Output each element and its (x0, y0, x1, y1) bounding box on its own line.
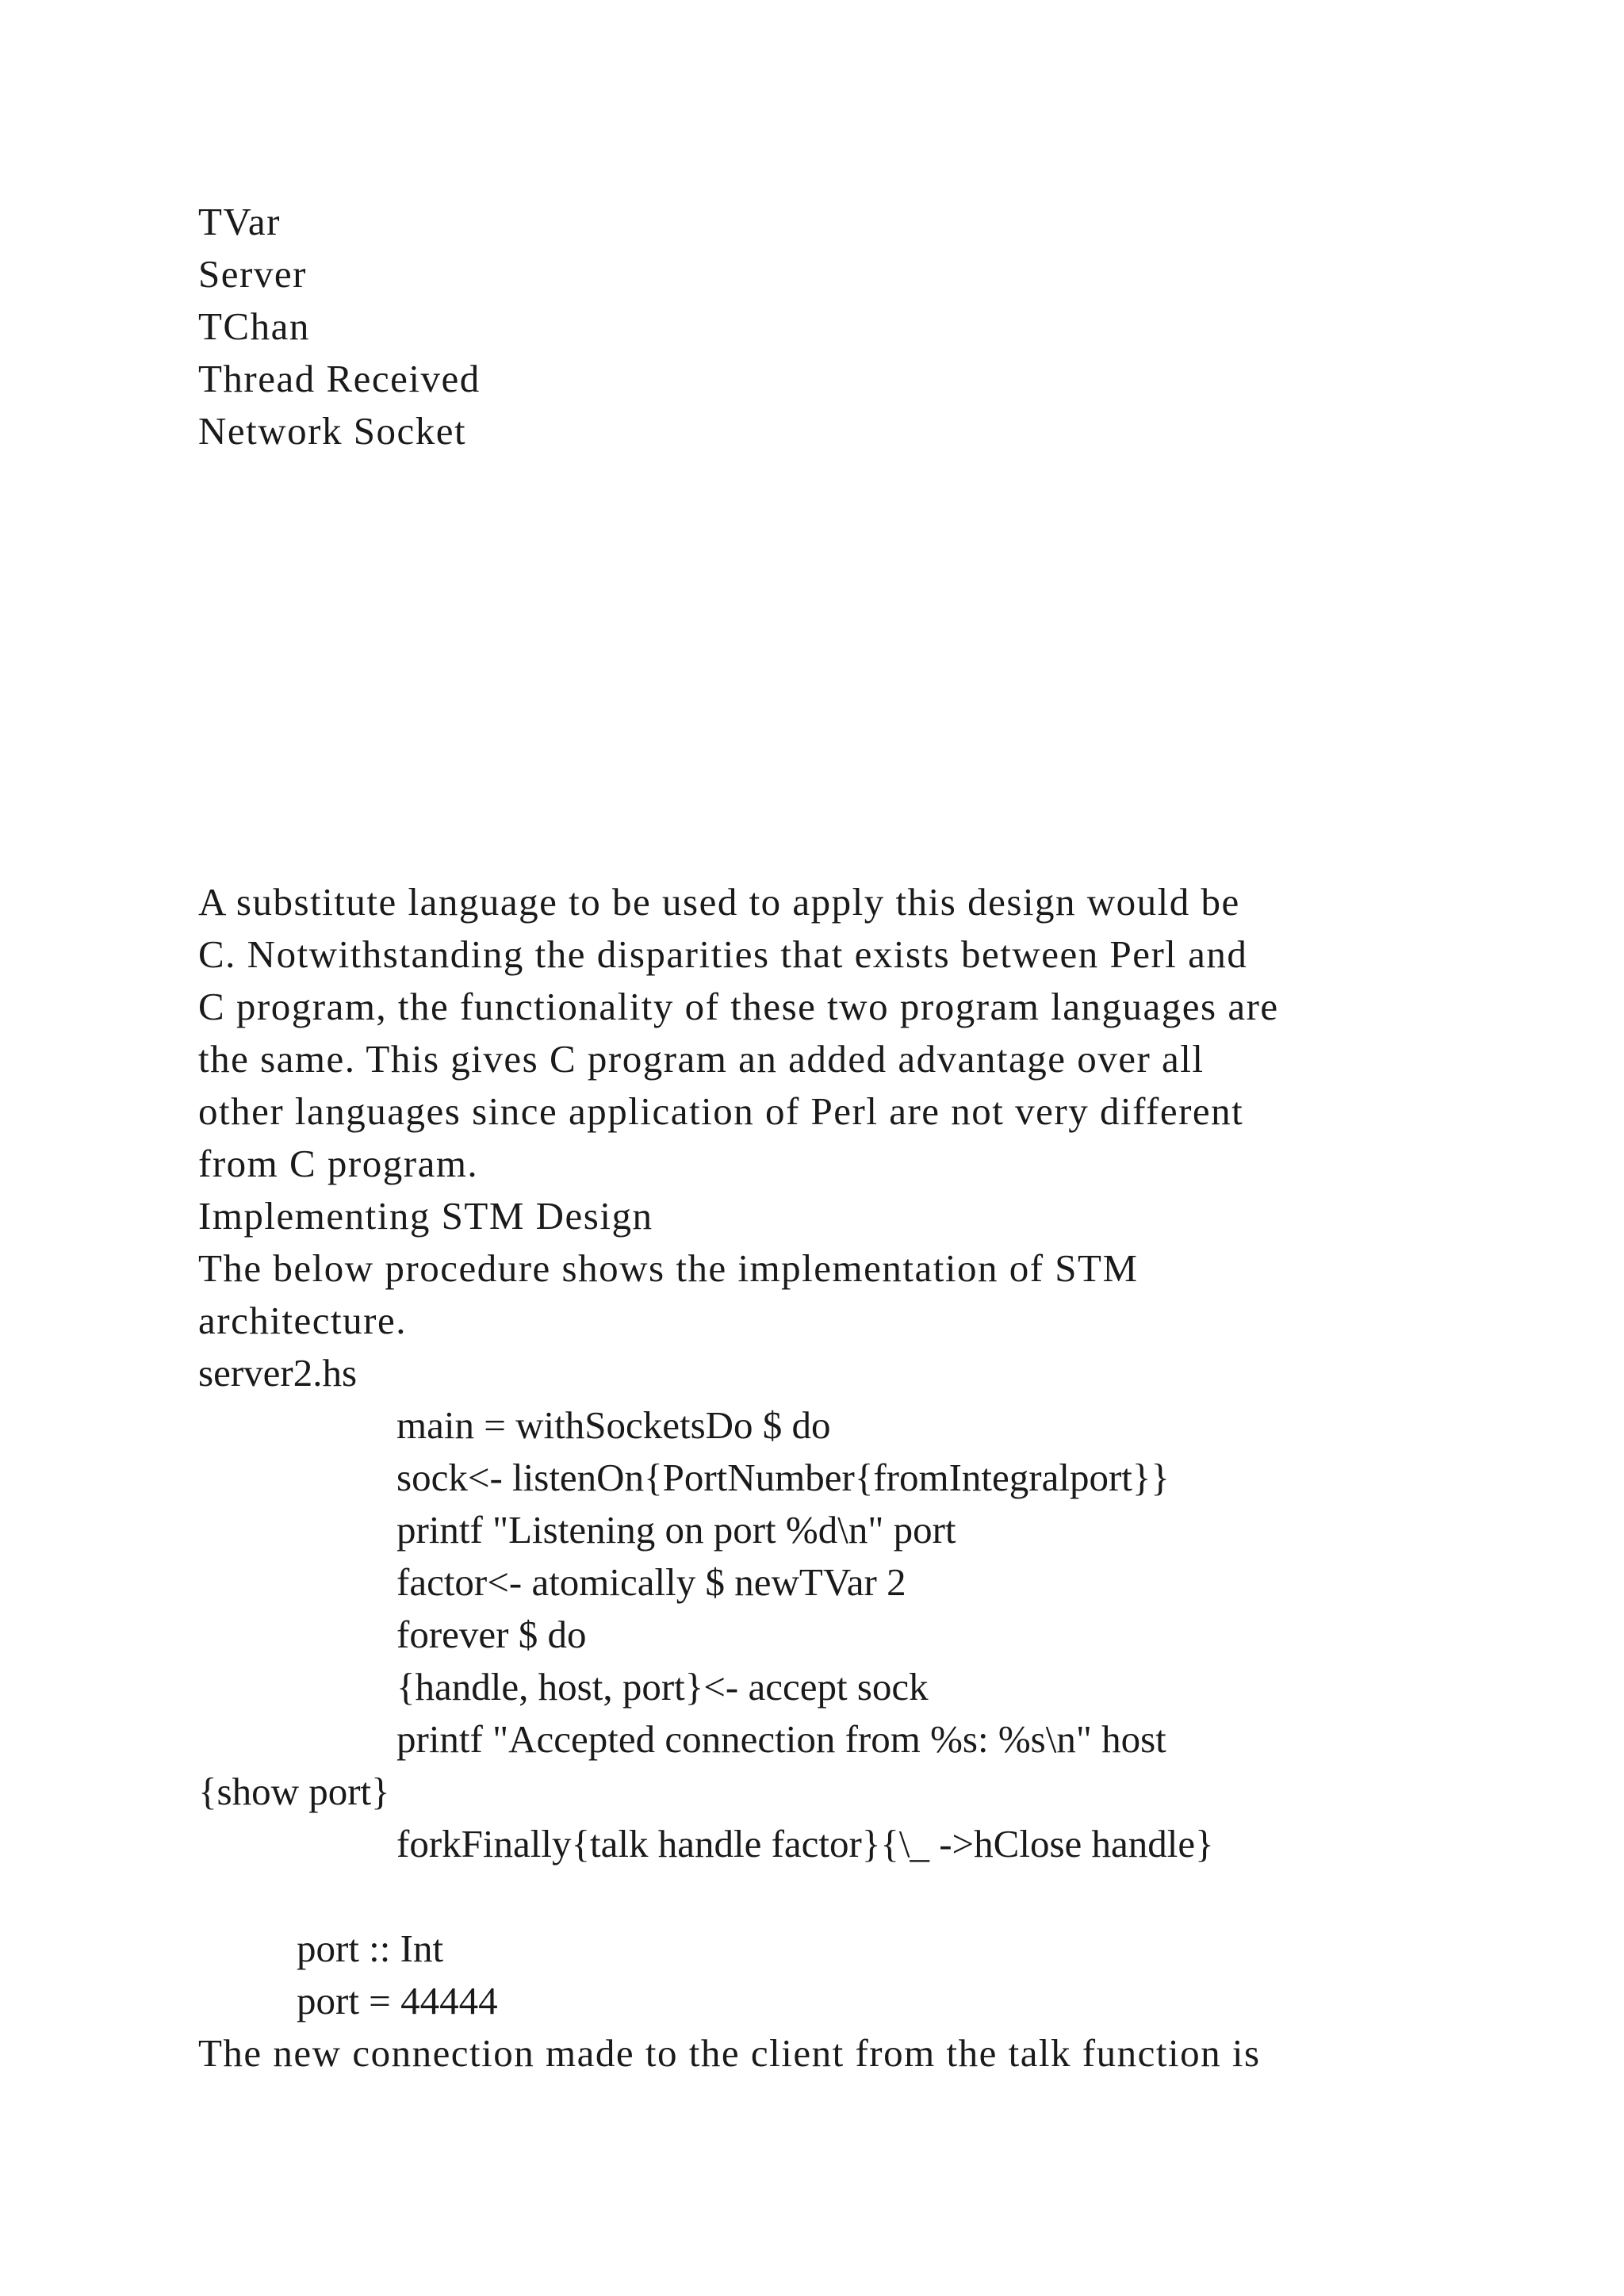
section-heading: Implementing STM Design (198, 1194, 653, 1238)
label-tvar: TVar (198, 200, 281, 243)
paragraph-line: A substitute language to be used to apply this design would be (198, 880, 1240, 924)
label-tchan: TChan (198, 304, 310, 348)
paragraph-line: the same. This gives C program an added advantage over all (198, 1037, 1205, 1081)
label-server: Server (198, 252, 307, 296)
code-line: printf "Accepted connection from %s: %s\n" host (396, 1717, 1166, 1761)
code-line: printf "Listening on port %d\n" port (396, 1508, 956, 1552)
intro-line: The below procedure shows the implementation of STM (198, 1246, 1139, 1290)
label-thread-received: Thread Received (198, 357, 481, 400)
code-line: sock<- listenOn{PortNumber{fromIntegralport}} (396, 1456, 1170, 1499)
label-network-socket: Network Socket (198, 409, 467, 453)
paragraph-line: other languages since application of Perl are not very different (198, 1089, 1244, 1133)
code-line: forever $ do (396, 1613, 587, 1656)
code-line: forkFinally{talk handle factor}{\_ ->hClose handle} (396, 1822, 1214, 1866)
code-line: {handle, host, port}<- accept sock (396, 1665, 929, 1709)
paragraph-line: C program, the functionality of these two program languages are (198, 985, 1279, 1028)
code-line: main = withSocketsDo $ do (396, 1403, 831, 1447)
paragraph-line: C. Notwithstanding the disparities that exists between Perl and (198, 932, 1248, 976)
port-type-line: port :: Int (297, 1927, 444, 1970)
intro-line: architecture. (198, 1299, 407, 1342)
port-value-line: port = 44444 (297, 1979, 498, 2022)
code-line: factor<- atomically $ newTVar 2 (396, 1560, 906, 1604)
closing-line: The new connection made to the client from the talk function is (198, 2031, 1261, 2075)
code-filename: server2.hs (198, 1351, 358, 1395)
code-line-wrap: {show port} (198, 1770, 390, 1813)
paragraph-line: from C program. (198, 1142, 479, 1185)
